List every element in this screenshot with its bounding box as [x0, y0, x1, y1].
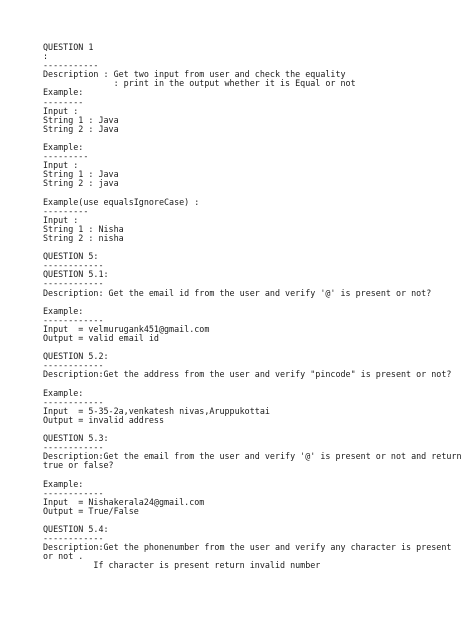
text-line: Input = velmurugank451@gmail.com — [43, 323, 210, 334]
text-line: String 2 : Java — [43, 123, 119, 134]
text-line: ------------ — [43, 278, 104, 289]
text-line: ------------ — [43, 533, 104, 544]
text-line: ------------ — [43, 396, 104, 407]
text-line: ------------ — [43, 260, 104, 271]
text-line: QUESTION 5.1: — [43, 269, 109, 280]
text-line: Description:Get the phonenumber from the user and verify any character is present — [43, 542, 452, 553]
blank-line — [43, 134, 463, 143]
text-line: -------- — [43, 96, 84, 107]
text-line: Input : — [43, 214, 79, 225]
text-line: String 1 : Nisha — [43, 223, 124, 234]
document-page — [43, 43, 463, 570]
text-line: Input = 5-35-2a,venkatesh nivas,Aruppukottai — [43, 405, 270, 416]
text-line: If character is present return invalid number — [43, 560, 321, 571]
text-line: String 1 : Java — [43, 114, 119, 125]
text-line: Input = Nishakerala24@gmail.com — [43, 496, 205, 507]
text-line: String 2 : nisha — [43, 232, 124, 243]
text-line: Example: — [43, 142, 84, 153]
text-line: ------------ — [43, 442, 104, 453]
text-line: --------- — [43, 151, 89, 162]
text-line: QUESTION 5: — [43, 251, 99, 262]
text-line: Output = invalid address — [43, 414, 165, 425]
text-line: ------------ — [43, 487, 104, 498]
text-line: Input : — [43, 160, 79, 171]
text-line: QUESTION 1 — [43, 42, 94, 52]
text-line: : — [43, 51, 49, 62]
text-line: true or false? — [43, 460, 114, 471]
text-line: QUESTION 5.2: — [43, 351, 109, 362]
text-line: : print in the output whether it is Equal or not — [43, 78, 356, 89]
text-line: String 1 : Java — [43, 169, 119, 180]
text-line: Example: — [43, 387, 84, 398]
text-line: String 2 : java — [43, 178, 119, 189]
text-line: Description:Get the email from the user and verify '@' is present or not and return — [43, 451, 462, 462]
text-line: Description : Get two input from user and check the equality — [43, 69, 346, 80]
text-line: ----------- — [43, 60, 99, 71]
text-line: --------- — [43, 205, 89, 216]
text-line: Input : — [43, 105, 79, 116]
blank-line — [43, 243, 463, 252]
text-line: QUESTION 5.4: — [43, 523, 109, 534]
text-line: ------------ — [43, 314, 104, 325]
text-line: Example(use equalsIgnoreCase) : — [43, 196, 200, 207]
blank-line — [43, 298, 463, 307]
text-line: ------------ — [43, 360, 104, 371]
text-line: Output = True/False — [43, 505, 139, 516]
blank-line — [43, 470, 463, 479]
text-line: Description: Get the email id from the user and verify '@' is present or not? — [43, 287, 432, 298]
text-line: QUESTION 5.3: — [43, 433, 109, 444]
text-line: Example: — [43, 87, 84, 98]
blank-line — [43, 379, 463, 388]
text-line: Example: — [43, 305, 84, 316]
text-line: or not . — [43, 551, 84, 562]
text-line: Description:Get the address from the user and verify "pincode" is present or not? — [43, 369, 452, 380]
text-line: Example: — [43, 478, 84, 489]
text-line: Output = valid email id — [43, 333, 159, 343]
